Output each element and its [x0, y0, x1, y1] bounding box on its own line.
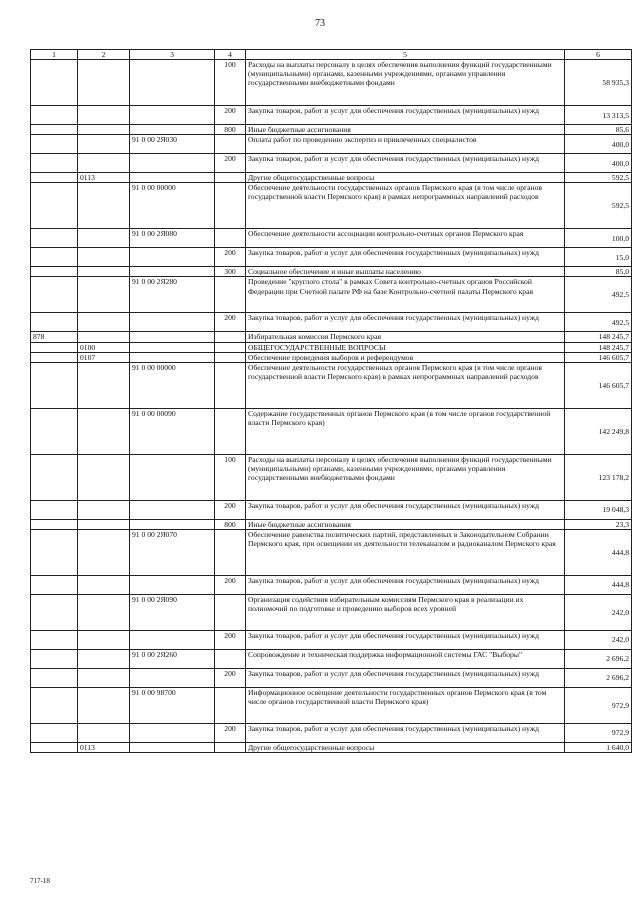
- code-grbs: [31, 106, 78, 125]
- code-expense-type: [215, 649, 246, 668]
- table-row: [31, 408, 632, 454]
- code-expense-type: 200: [215, 313, 246, 332]
- row-description: Расходы на выплаты персоналу в целях обеспечения выполнения функций государственными (муниципальными) органами, казенными учреждениями, органами управления государственными внебюджетными фондами: [246, 60, 565, 106]
- code-grbs: [31, 742, 78, 752]
- table-row: [31, 173, 632, 183]
- row-amount: 1 640,0: [565, 742, 632, 752]
- row-amount: 2 696,2: [565, 668, 632, 687]
- code-section: [78, 723, 130, 742]
- document-code: 717-18: [30, 877, 50, 885]
- row-description: Закупка товаров, работ и услуг для обеспечения государственных (муниципальных) нужд: [246, 723, 565, 742]
- code-expense-type: [215, 173, 246, 183]
- row-amount: 444,8: [565, 575, 632, 594]
- code-expense-type: [215, 229, 246, 248]
- table-header-row: [31, 50, 632, 60]
- row-description: Закупка товаров, работ и услуг для обеспечения государственных (муниципальных) нужд: [246, 154, 565, 173]
- row-description: Обеспечение деятельности ассоциации контрольно-счетных органов Пермского края: [246, 229, 565, 248]
- code-target: [130, 125, 215, 135]
- code-grbs: [31, 630, 78, 649]
- header-cell-5: 5: [246, 50, 565, 60]
- row-amount: 13 313,5: [565, 106, 632, 125]
- code-target: [130, 106, 215, 125]
- code-grbs: [31, 529, 78, 575]
- row-amount: 19 048,3: [565, 500, 632, 519]
- table-row: [31, 342, 632, 352]
- code-grbs: [31, 649, 78, 668]
- code-grbs: [31, 519, 78, 529]
- row-description: Обеспечение проведения выборов и референдумов: [246, 352, 565, 362]
- row-amount: 148 245,7: [565, 342, 632, 352]
- code-target: 91 0 00 2Я090: [130, 594, 215, 630]
- table-row: [31, 454, 632, 500]
- code-grbs: [31, 594, 78, 630]
- code-section: [78, 362, 130, 408]
- code-target: [130, 248, 215, 267]
- code-target: [130, 352, 215, 362]
- code-section: [78, 248, 130, 267]
- row-description: Закупка товаров, работ и услуг для обеспечения государственных (муниципальных) нужд: [246, 313, 565, 332]
- code-target: 91 0 00 00000: [130, 183, 215, 229]
- row-amount: 592,5: [565, 183, 632, 229]
- code-target: [130, 313, 215, 332]
- code-target: 91 0 00 2Я280: [130, 277, 215, 313]
- row-description: Закупка товаров, работ и услуг для обеспечения государственных (муниципальных) нужд: [246, 575, 565, 594]
- code-section: [78, 267, 130, 277]
- code-expense-type: [215, 135, 246, 154]
- row-amount: 400,0: [565, 135, 632, 154]
- code-grbs: [31, 575, 78, 594]
- code-section: [78, 668, 130, 687]
- code-expense-type: [215, 332, 246, 342]
- code-grbs: [31, 342, 78, 352]
- code-grbs: [31, 60, 78, 106]
- code-grbs: [31, 454, 78, 500]
- table-row: [31, 267, 632, 277]
- row-amount: 142 249,8: [565, 408, 632, 454]
- row-amount: 123 178,2: [565, 454, 632, 500]
- code-target: [130, 575, 215, 594]
- code-grbs: [31, 352, 78, 362]
- budget-table: [30, 49, 632, 753]
- code-expense-type: 200: [215, 248, 246, 267]
- table-row: [31, 362, 632, 408]
- table-row: [31, 723, 632, 742]
- row-description: Проведение "круглого стола" в рамках Совета контрольно-счетных органов Российской Федерации при Счетной палате РФ на базе Контрольно-счетной палаты Пермского края: [246, 277, 565, 313]
- code-target: 91 0 00 00000: [130, 362, 215, 408]
- row-description: Социальное обеспечение и иные выплаты населению: [246, 267, 565, 277]
- code-expense-type: 200: [215, 630, 246, 649]
- row-description: Информационное освещение деятельности государственных органов Пермского края (в том числе органов государственной власти Пермского края): [246, 687, 565, 723]
- code-section: [78, 575, 130, 594]
- table-row: [31, 277, 632, 313]
- table-row: [31, 500, 632, 519]
- row-description: Закупка товаров, работ и услуг для обеспечения государственных (муниципальных) нужд: [246, 248, 565, 267]
- row-description: ОБЩЕГОСУДАРСТВЕННЫЕ ВОПРОСЫ: [246, 342, 565, 352]
- code-section: [78, 106, 130, 125]
- row-description: Обеспечение деятельности государственных органов Пермского края (в том числе органов государственной власти Пермского края) в рамках непрограммных направлений расходов: [246, 183, 565, 229]
- table-row: [31, 183, 632, 229]
- code-expense-type: 200: [215, 106, 246, 125]
- code-expense-type: 200: [215, 723, 246, 742]
- code-grbs: 878: [31, 332, 78, 342]
- row-description: Закупка товаров, работ и услуг для обеспечения государственных (муниципальных) нужд: [246, 630, 565, 649]
- code-grbs: [31, 313, 78, 332]
- code-target: 91 0 00 2Я080: [130, 229, 215, 248]
- page-number: 73: [315, 18, 325, 29]
- code-expense-type: [215, 742, 246, 752]
- row-description: Расходы на выплаты персоналу в целях обеспечения выполнения функций государственными (муниципальными) органами, казенными учреждениями, органами управления государственными внебюджетными фондами: [246, 454, 565, 500]
- code-grbs: [31, 154, 78, 173]
- code-target: [130, 154, 215, 173]
- code-expense-type: [215, 183, 246, 229]
- code-target: [130, 173, 215, 183]
- row-description: Иные бюджетные ассигнования: [246, 125, 565, 135]
- code-expense-type: 200: [215, 575, 246, 594]
- row-description: Закупка товаров, работ и услуг для обеспечения государственных (муниципальных) нужд: [246, 668, 565, 687]
- table-row: [31, 332, 632, 342]
- row-amount: 972,9: [565, 723, 632, 742]
- table-row: [31, 154, 632, 173]
- row-amount: 100,0: [565, 229, 632, 248]
- code-section: [78, 332, 130, 342]
- code-expense-type: [215, 594, 246, 630]
- code-expense-type: [215, 362, 246, 408]
- table-row: [31, 630, 632, 649]
- code-target: [130, 454, 215, 500]
- row-description: Другие общегосударственные вопросы: [246, 742, 565, 752]
- row-description: Избирательная комиссия Пермского края: [246, 332, 565, 342]
- row-description: Обеспечение равенства политических партий, представленных в Законодательном Собрании Пермского края, при освещении их деятельности телеканалом и радиоканалом Пермского края: [246, 529, 565, 575]
- table-row: [31, 575, 632, 594]
- code-section: [78, 125, 130, 135]
- code-target: [130, 332, 215, 342]
- row-description: Оплата работ по проведению экспертиз и привлеченных специалистов: [246, 135, 565, 154]
- row-amount: 148 245,7: [565, 332, 632, 342]
- row-description: Закупка товаров, работ и услуг для обеспечения государственных (муниципальных) нужд: [246, 106, 565, 125]
- code-expense-type: 300: [215, 267, 246, 277]
- row-amount: 2 696,2: [565, 649, 632, 668]
- code-section: 0100: [78, 342, 130, 352]
- row-amount: 242,0: [565, 630, 632, 649]
- code-expense-type: [215, 408, 246, 454]
- header-cell-1: 1: [31, 50, 78, 60]
- code-expense-type: [215, 687, 246, 723]
- code-target: [130, 723, 215, 742]
- row-amount: 242,0: [565, 594, 632, 630]
- code-section: [78, 529, 130, 575]
- row-amount: 400,0: [565, 154, 632, 173]
- code-section: [78, 154, 130, 173]
- code-section: [78, 594, 130, 630]
- row-amount: 15,0: [565, 248, 632, 267]
- budget-table-body: [31, 50, 632, 753]
- table-row: [31, 594, 632, 630]
- code-expense-type: [215, 352, 246, 362]
- table-row: [31, 649, 632, 668]
- code-expense-type: 100: [215, 454, 246, 500]
- row-amount: 492,5: [565, 277, 632, 313]
- code-grbs: [31, 229, 78, 248]
- code-expense-type: 800: [215, 125, 246, 135]
- code-target: [130, 60, 215, 106]
- code-section: 0113: [78, 742, 130, 752]
- row-amount: 146 605,7: [565, 352, 632, 362]
- code-target: 91 0 00 2Я070: [130, 529, 215, 575]
- row-amount: 592,5: [565, 173, 632, 183]
- code-grbs: [31, 173, 78, 183]
- code-grbs: [31, 277, 78, 313]
- code-expense-type: 200: [215, 668, 246, 687]
- header-cell-3: 3: [130, 50, 215, 60]
- row-description: Организация содействия избирательным комиссиям Пермского края в реализации их полномочий по подготовке и проведению выборов всех уровней: [246, 594, 565, 630]
- row-description: Закупка товаров, работ и услуг для обеспечения государственных (муниципальных) нужд: [246, 500, 565, 519]
- code-grbs: [31, 135, 78, 154]
- row-description: Обеспечение деятельности государственных органов Пермского края (в том числе органов государственной власти Пермского края) в рамках непрограммных направлений расходов: [246, 362, 565, 408]
- table-row: [31, 519, 632, 529]
- code-section: 0107: [78, 352, 130, 362]
- code-expense-type: [215, 342, 246, 352]
- code-section: [78, 687, 130, 723]
- table-row: [31, 135, 632, 154]
- code-expense-type: 200: [215, 154, 246, 173]
- table-row: [31, 313, 632, 332]
- code-target: [130, 519, 215, 529]
- code-target: 91 0 00 98700: [130, 687, 215, 723]
- code-expense-type: 800: [215, 519, 246, 529]
- table-row: [31, 106, 632, 125]
- row-amount: 444,8: [565, 529, 632, 575]
- row-amount: 23,3: [565, 519, 632, 529]
- table-row: [31, 248, 632, 267]
- table-row: [31, 529, 632, 575]
- table-row: [31, 352, 632, 362]
- code-grbs: [31, 248, 78, 267]
- code-grbs: [31, 723, 78, 742]
- code-section: [78, 630, 130, 649]
- row-description: Иные бюджетные ассигнования: [246, 519, 565, 529]
- code-target: [130, 630, 215, 649]
- table-row: [31, 229, 632, 248]
- code-target: 91 0 00 2Я260: [130, 649, 215, 668]
- row-amount: 85,6: [565, 125, 632, 135]
- code-expense-type: [215, 529, 246, 575]
- code-expense-type: [215, 277, 246, 313]
- code-grbs: [31, 687, 78, 723]
- code-section: [78, 60, 130, 106]
- code-section: [78, 500, 130, 519]
- code-target: 91 0 00 2Я030: [130, 135, 215, 154]
- row-amount: 85,0: [565, 267, 632, 277]
- code-section: 0113: [78, 173, 130, 183]
- code-grbs: [31, 668, 78, 687]
- row-amount: 58 935,3: [565, 60, 632, 106]
- row-description: Содержание государственных органов Пермского края (в том числе органов государственной власти Пермского края): [246, 408, 565, 454]
- code-section: [78, 183, 130, 229]
- code-grbs: [31, 500, 78, 519]
- code-grbs: [31, 183, 78, 229]
- table-row: [31, 60, 632, 106]
- table-row: [31, 742, 632, 752]
- header-cell-4: 4: [215, 50, 246, 60]
- row-amount: 972,9: [565, 687, 632, 723]
- code-expense-type: 100: [215, 60, 246, 106]
- code-section: [78, 229, 130, 248]
- code-section: [78, 519, 130, 529]
- code-section: [78, 277, 130, 313]
- code-target: [130, 267, 215, 277]
- row-amount: 492,5: [565, 313, 632, 332]
- row-description: Другие общегосударственные вопросы: [246, 173, 565, 183]
- code-target: [130, 742, 215, 752]
- header-cell-2: 2: [78, 50, 130, 60]
- code-target: [130, 500, 215, 519]
- code-target: [130, 342, 215, 352]
- code-section: [78, 408, 130, 454]
- code-section: [78, 135, 130, 154]
- code-expense-type: 200: [215, 500, 246, 519]
- table-row: [31, 687, 632, 723]
- code-grbs: [31, 125, 78, 135]
- row-description: Сопровождение и техническая поддержка информационной системы ГАС "Выборы": [246, 649, 565, 668]
- code-section: [78, 454, 130, 500]
- header-cell-6: 6: [565, 50, 632, 60]
- table-row: [31, 125, 632, 135]
- code-target: 91 0 00 00090: [130, 408, 215, 454]
- code-section: [78, 313, 130, 332]
- code-grbs: [31, 267, 78, 277]
- row-amount: 146 605,7: [565, 362, 632, 408]
- table-row: [31, 668, 632, 687]
- code-target: [130, 668, 215, 687]
- code-grbs: [31, 408, 78, 454]
- code-grbs: [31, 362, 78, 408]
- code-section: [78, 649, 130, 668]
